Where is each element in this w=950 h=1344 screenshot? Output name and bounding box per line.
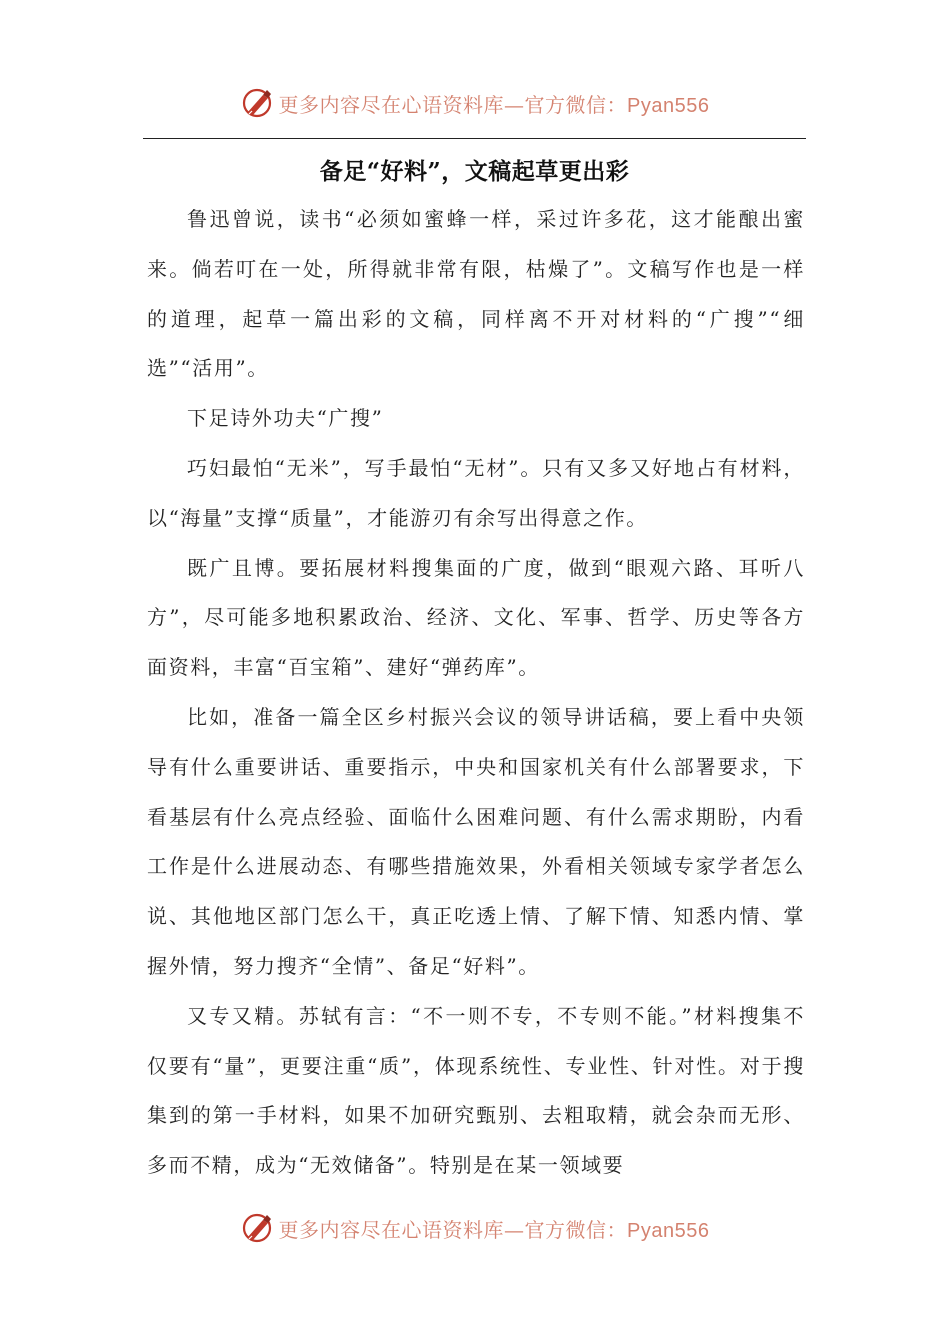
pen-nib-logo-icon: [241, 1211, 275, 1245]
paragraph: 巧妇最怕“无米”，写手最怕“无材”。只有又多又好地占有材料，以“海量”支撑“质量”，才能游刃有余写出得意之作。: [147, 455, 805, 530]
footer-watermark-banner: [0, 1208, 950, 1248]
header-watermark-banner: [0, 83, 950, 123]
document-body: [147, 195, 805, 1191]
paragraph: 又专又精。苏轼有言：“不一则不专，不专则不能。”材料搜集不仅要有“量”，更要注重“质”，体现系统性、专业性、针对性。对于搜集到的第一手材料，如果不加研究甄别、去粗取精，就会杂而无形、多而不精，成为“无效储备”。特别是在某一领域要: [147, 1003, 805, 1178]
watermark-text: 更多内容尽在心语资料库—官方微信：Pyan556: [278, 92, 710, 117]
section-heading: 下足诗外功夫“广搜”: [187, 406, 384, 431]
paragraph: 比如，准备一篇全区乡村振兴会议的领导讲话稿，要上看中央领导有什么重要讲话、重要指示，中央和国家机关有什么部署要求，下看基层有什么亮点经验、面临什么困难问题、有什么需求期盼，内看工作是什么进展动态、有哪些措施效果，外看相关领域专家学者怎么说、其他地区部门怎么干，真正吃透上情、了解下情、知悉内情、掌握外情，努力搜齐“全情”、备足“好料”。: [147, 704, 805, 978]
watermark-text: 更多内容尽在心语资料库—官方微信：Pyan556: [278, 1217, 710, 1242]
pen-nib-logo-icon: [241, 86, 275, 120]
paragraph: 既广且博。要拓展材料搜集面的广度，做到“眼观六路、耳听八方”，尽可能多地积累政治、经济、文化、军事、哲学、历史等各方面资料，丰富“百宝箱”、建好“弹药库”。: [147, 555, 805, 680]
header-divider: [143, 138, 806, 139]
document-title: 备足“好料”，文稿起草更出彩: [319, 158, 630, 185]
paragraph: 鲁迅曾说，读书“必须如蜜蜂一样，采过许多花，这才能酿出蜜来。倘若叮在一处，所得就非常有限，枯燥了”。文稿写作也是一样的道理，起草一篇出彩的文稿，同样离不开对材料的“广搜”“细选”“活用”。: [147, 207, 805, 381]
